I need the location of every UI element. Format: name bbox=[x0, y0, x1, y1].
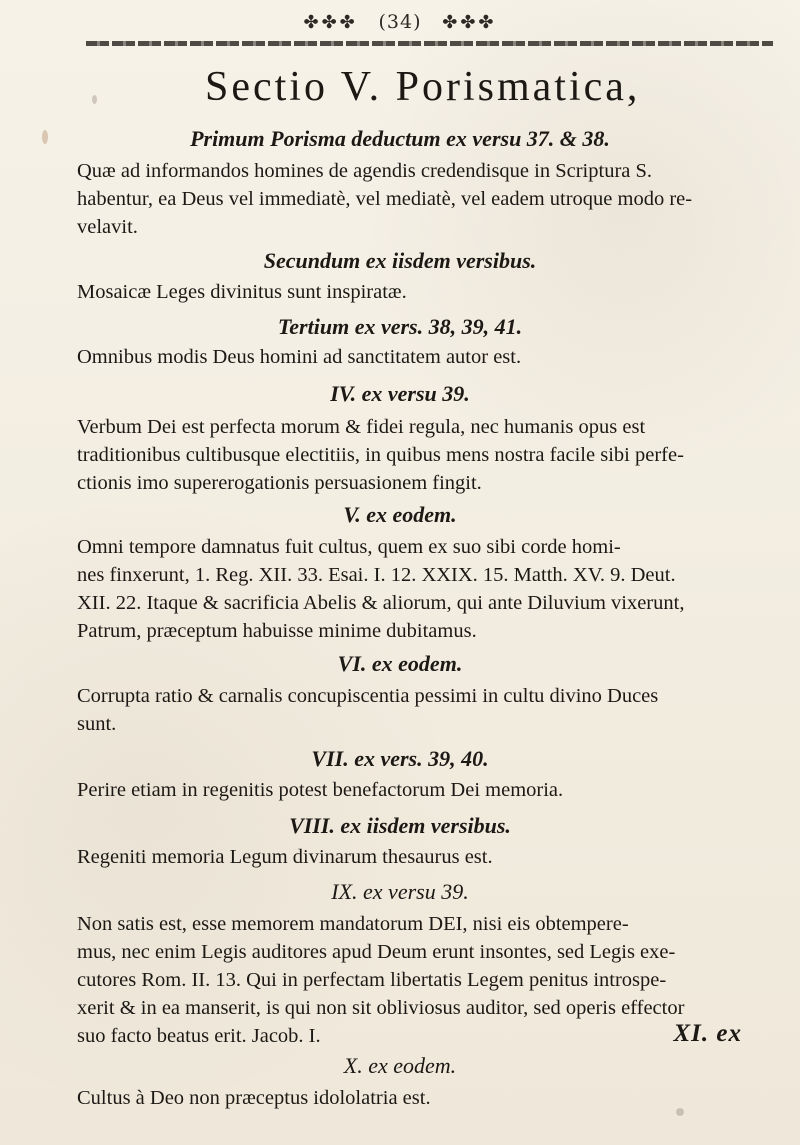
text-line: mus, nec enim Legis auditores apud Deum erunt insontes, sed Legis exe- bbox=[77, 941, 676, 963]
heading-v: V. ex eodem. bbox=[343, 502, 457, 527]
heading-ix: IX. ex versu 39. bbox=[331, 879, 469, 904]
text-line: Non satis est, esse memorem mandatorum DEI, nisi eis obtempere- bbox=[77, 913, 629, 935]
heading-vii: VII. ex vers. 39, 40. bbox=[311, 746, 489, 771]
text-line: Perire etiam in regenitis potest benefactorum Dei memoria. bbox=[77, 779, 564, 801]
paper-speck bbox=[676, 1108, 684, 1116]
text-line: Mosaicæ Leges divinitus sunt inspiratæ. bbox=[77, 281, 407, 303]
text-line: velavit. bbox=[77, 216, 138, 238]
text-line: Cultus à Deo non præceptus idololatria est. bbox=[77, 1087, 431, 1109]
heading-tertium: Tertium ex vers. 38, 39, 41. bbox=[277, 314, 523, 339]
text-line: Verbum Dei est perfecta morum & fidei regula, nec humanis opus est bbox=[77, 416, 646, 438]
header-rule bbox=[86, 41, 773, 46]
text-line: suo facto beatus erit. Jacob. I. bbox=[77, 1025, 321, 1047]
text-line: Quæ ad informandos homines de agendis credendisque in Scriptura S. bbox=[77, 160, 653, 182]
heading-viii: VIII. ex iisdem versibus. bbox=[289, 813, 511, 838]
text-line: habentur, ea Deus vel immediatè, vel mediatè, vel eadem utroque modo re- bbox=[77, 188, 693, 210]
text-line: Omni tempore damnatus fuit cultus, quem ex suo sibi corde homi- bbox=[77, 536, 621, 558]
left-ornament: ✤✤✤ bbox=[303, 12, 358, 33]
page-number: (34) bbox=[378, 11, 422, 33]
text-line: sunt. bbox=[77, 713, 117, 735]
paper-speck bbox=[92, 95, 97, 104]
heading-x: X. ex eodem. bbox=[343, 1053, 457, 1078]
text-line: Patrum, præceptum habuisse minime dubitamus. bbox=[77, 620, 477, 642]
text-line: cutores Rom. II. 13. Qui in perfectam libertatis Legem penitus introspe- bbox=[77, 969, 667, 991]
heading-primum: Primum Porisma deductum ex versu 37. & 38. bbox=[190, 126, 610, 151]
text-line: Regeniti memoria Legum divinarum thesaurus est. bbox=[77, 846, 493, 868]
section-title: Sectio V. Porismatica, bbox=[205, 64, 641, 110]
text-line: traditionibus cultibusque electitiis, in quibus mens nostra facile sibi perfe- bbox=[77, 444, 684, 466]
heading-secundum: Secundum ex iisdem versibus. bbox=[263, 248, 537, 273]
text-line: xerit & in ea manserit, is qui non sit obliviosus auditor, sed operis effector bbox=[77, 997, 685, 1019]
text-line: XII. 22. Itaque & sacrificia Abelis & aliorum, qui ante Diluvium vixerunt, bbox=[77, 592, 685, 614]
heading-vi: VI. ex eodem. bbox=[337, 651, 463, 676]
right-ornament: ✤✤✤ bbox=[442, 12, 497, 33]
paper-stain bbox=[42, 130, 48, 144]
text-line: nes finxerunt, 1. Reg. XII. 33. Esai. I. 12. XXIX. 15. Matth. XV. 9. Deut. bbox=[77, 564, 676, 586]
text-line: Corrupta ratio & carnalis concupiscentia pessimi in cultu divino Duces bbox=[77, 685, 659, 707]
heading-iv: IV. ex versu 39. bbox=[330, 381, 470, 406]
text-line: Omnibus modis Deus homini ad sanctitatem autor est. bbox=[77, 346, 522, 368]
catchword: XI. ex bbox=[673, 1020, 742, 1047]
top-ornament-row bbox=[0, 11, 800, 33]
text-line: ctionis imo supererogationis persuasionem fingit. bbox=[77, 472, 482, 494]
